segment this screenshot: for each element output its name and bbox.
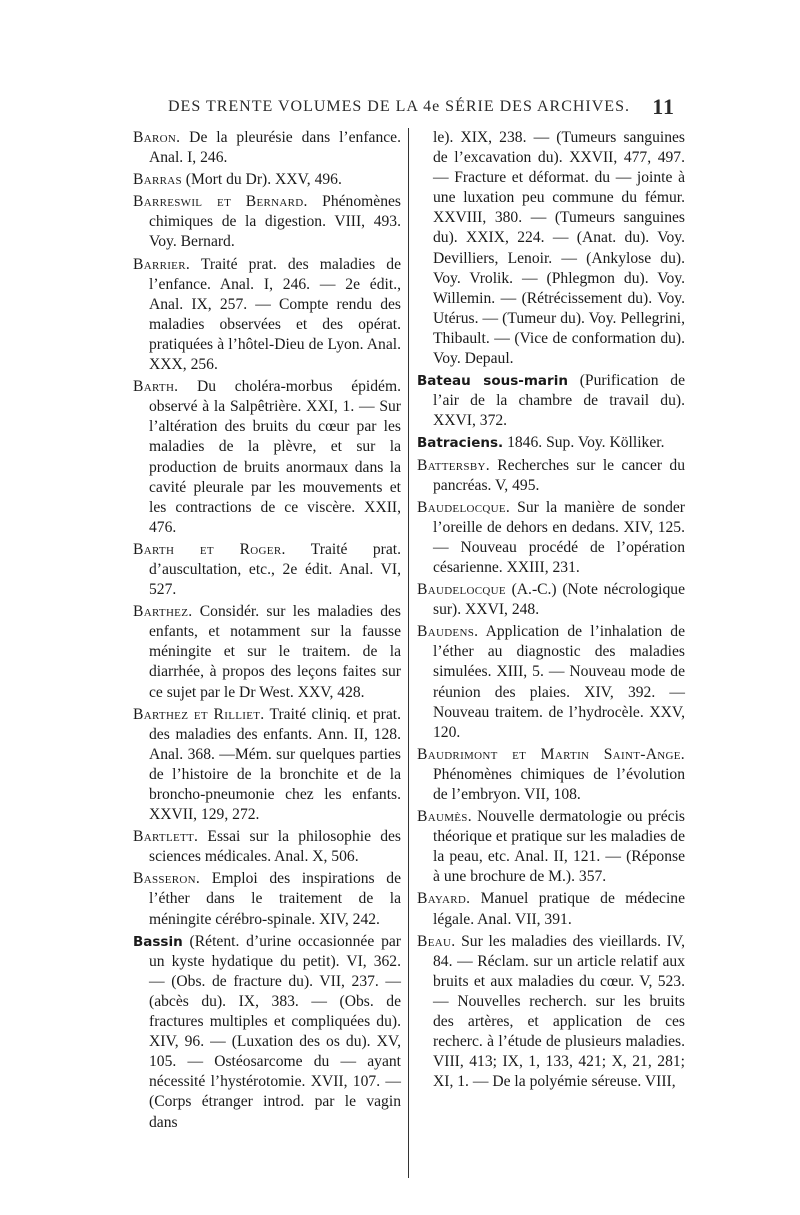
- entry-text: (Purification de l’air de la chambre de travail du). XXVI, 372.: [433, 372, 685, 430]
- entry-text: Traité cliniq. et prat. des maladies des enfants. Ann. II, 128. Anal. 368. —Mém. sur quelques parties de l’histoire de la bronchite et de la broncho-pneumonie chez les enfants. XXVII, 129, 272.: [149, 705, 402, 824]
- entry-headword: Basseron.: [133, 870, 201, 888]
- index-entry: [133, 869, 401, 929]
- right-column: [417, 128, 685, 1094]
- entry-text: Manuel pratique de médecine légale. Anal. VII, 391.: [433, 890, 685, 928]
- entry-text: Recherches sur le cancer du pancréas. V, 495.: [433, 456, 685, 494]
- entry-headword: Barras: [133, 171, 182, 189]
- entry-headword: Barthez.: [133, 603, 193, 621]
- index-entry: [133, 170, 401, 190]
- index-entry: [417, 456, 685, 496]
- index-entry: [133, 827, 401, 867]
- entry-headword: Barrier.: [133, 255, 191, 273]
- entry-headword: Barthez et Rilliet.: [133, 705, 265, 723]
- index-entry: [133, 255, 401, 376]
- left-column: [133, 128, 401, 1135]
- entry-text: (A.-C.) (Note nécrologique sur). XXVI, 248.: [433, 581, 685, 619]
- index-entry: [417, 622, 685, 743]
- entry-text: Phénomènes chimiques de l’évolution de l’embryon. VII, 108.: [433, 765, 685, 803]
- index-entry: [417, 807, 685, 887]
- running-title: DES TRENTE VOLUMES DE LA 4e SÉRIE DES ARCHIVES.: [168, 98, 630, 115]
- entry-headword: Baron.: [133, 129, 181, 146]
- index-entry: [133, 128, 401, 168]
- entry-headword: Beau.: [417, 932, 456, 950]
- entry-headword: Baumès.: [417, 808, 472, 826]
- entry-text: Phénomènes chimiques de la digestion. VIII, 493. Voy. Bernard.: [149, 193, 401, 251]
- entry-headword: Baudelocque.: [417, 498, 511, 516]
- entry-headword: Barreswil et Bernard.: [133, 193, 308, 211]
- entry-headword: Barth et Roger.: [133, 540, 286, 558]
- index-entry: [417, 889, 685, 929]
- entry-headword: Batraciens.: [417, 435, 504, 452]
- index-entry: [133, 602, 401, 702]
- page-number: 11: [652, 94, 675, 119]
- entry-text: Application de l’inhalation de l’éther au diagnostic des maladies simulées. XIII, 5. — Nouveau mode de réunion des plaies. XIV, 392. — Nouveau traitem. de l’hydrocèle. XXV, 120.: [433, 623, 685, 741]
- index-entry: [417, 580, 685, 620]
- index-entry: [417, 433, 685, 453]
- entry-text: Sur la manière de sonder l’oreille de dehors en dedans. XIV, 125. — Nouveau procédé de l’opération césarienne. XXIII, 231.: [433, 498, 685, 576]
- index-entry: [133, 540, 401, 600]
- index-entry: [417, 498, 685, 578]
- entry-headword: Bayard.: [417, 890, 471, 908]
- entry-headword: Baudens.: [417, 623, 479, 641]
- index-entry: [133, 377, 401, 538]
- entry-headword: Baudrimont et Martin Saint-Ange.: [417, 745, 685, 763]
- entry-text: le). XIX, 238. — (Tumeurs sanguines de l’excavation du). XXVII, 477, 497. — Fracture et déformat. du — jointe à une luxation peu commune du fémur. XXVIII, 380. — (Tumeurs sanguines du). XXIX, 224. — (Anat. du). Voy. Devilliers, Lenoir. — (Ankylose du). Voy. Vrolik. — (Phlegmon du). Voy. Willemin. — (Rétrécissement du). Voy. Utérus. — (Tumeur du). Voy. Pellegrini, Thibault. — (Vice de conformation du). Voy. Depaul.: [433, 129, 685, 368]
- index-entry: [417, 932, 685, 1093]
- entry-headword: Bassin: [133, 933, 183, 950]
- entry-headword: Barth.: [133, 378, 179, 396]
- entry-text: Sur les maladies des vieillards. IV, 84. — Réclam. sur un article relatif aux bruits et aux maladies du cœur. V, 523. — Nouvelles recherch. sur les bruits des artères, et application de ces recherc. à l’étude de plusieurs maladies. VIII, 413; IX, 1, 133, 421; X, 21, 281; XI, 1. — De la polyémie séreuse. VIII,: [433, 932, 685, 1091]
- entry-text: Traité prat. des maladies de l’enfance. Anal. I, 246. — 2e édit., Anal. IX, 257. — Compte rendu des maladies observées et des opérat. pratiquées à l’hôtel-Dieu de Lyon. Anal. XXX, 256.: [149, 255, 401, 374]
- entry-text: Traité prat. d’auscultation, etc., 2e édit. Anal. VI, 527.: [149, 540, 401, 599]
- entry-text: De la pleurésie dans l’enfance. Anal. I, 246.: [149, 129, 401, 167]
- entry-text: (Mort du Dr). XXV, 496.: [181, 171, 342, 189]
- entry-text: Essai sur la philosophie des sciences médicales. Anal. X, 506.: [149, 828, 401, 866]
- index-entry: [133, 705, 401, 826]
- entry-headword: Bartlett.: [133, 828, 199, 846]
- entry-headword: Bateau sous-marin: [417, 373, 568, 390]
- index-entry: [417, 371, 685, 431]
- index-entry: [417, 128, 685, 369]
- index-entry: [133, 192, 401, 252]
- column-divider: [408, 128, 409, 1178]
- entry-text: Du choléra-morbus épidém. observé à la Salpêtrière. XXI, 1. — Sur l’altération des bruits du cœur par les maladies de la plèvre, et sur la production de bruits anormaux dans la cavité pleurale par les mouvements et les contractions de ce viscère. XXII, 476.: [149, 378, 401, 536]
- entry-text: (Rétent. d’urine occasionnée par un kyste hydatique du petit). VI, 362. — (Obs. de fracture du). VII, 237. — (abcès du). IX, 383. — (Obs. de fractures multiples et compliquées du). XIV, 96. — (Luxation des os du). XV, 105. — Ostéosarcome du — ayant nécessité l’hystérotomie. XVII, 107. — (Corps étranger introd. par le vagin dans: [149, 932, 401, 1131]
- entry-text: Considér. sur les maladies des enfants, et notamment sur la fausse méningite et sur le traitem. de la diarrhée, à propos des leçons faites sur ce sujet par le Dr West. XXV, 428.: [149, 603, 401, 701]
- index-entry: [417, 745, 685, 805]
- entry-headword: Baudelocque: [417, 581, 506, 599]
- index-entry: [133, 932, 401, 1133]
- entry-text: Nouvelle dermatologie ou précis théorique et pratique sur les maladies de la peau, etc. Anal. II, 121. — (Réponse à une brochure de M.). 357.: [433, 808, 685, 886]
- entry-text: Emploi des inspirations de l’éther dans le traitement de la méningite cérébro-spinale. XIV, 242.: [149, 870, 401, 928]
- entry-headword: Battersby.: [417, 456, 490, 474]
- entry-text: 1846. Sup. Voy. Kölliker.: [503, 434, 665, 452]
